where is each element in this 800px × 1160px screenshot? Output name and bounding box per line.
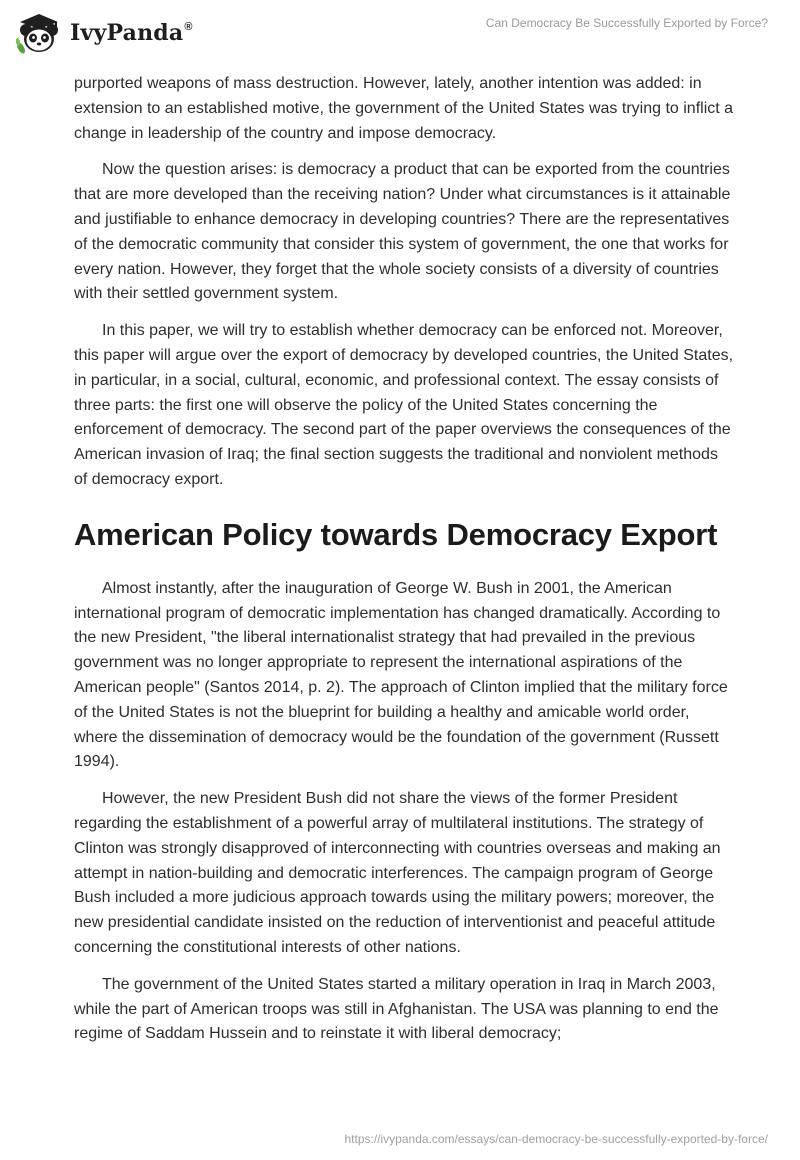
page-header xyxy=(0,0,800,64)
article-body xyxy=(74,72,734,1059)
section-heading: American Policy towards Democracy Export xyxy=(74,516,718,552)
paragraph: Almost instantly, after the inauguration of George W. Bush in 2001, the American international program of democratic implementation has changed dramatically. According to the new President, "the liberal internationalist strategy that had prevailed in the previous government was no longer appropriate to represent the international aspirations of the American people" (Santos 2014, p. 2). The approach of Clinton implied that the military force of the United States is not the blueprint for building a healthy and amicable world order, where the dissemination of democracy would be the foundation of the government (Russett 1994). xyxy=(74,579,728,771)
source-url[interactable]: https://ivypanda.com/essays/can-democracy-be-successfully-exported-by-force/ xyxy=(344,1132,768,1146)
brand-name: IvyPanda® xyxy=(70,20,193,46)
document-title: Can Democracy Be Successfully Exported by Force? xyxy=(485,16,768,30)
paragraph: In this paper, we will try to establish whether democracy can be enforced not. Moreover, this paper will argue over the export of democracy by developed countries, the United States, in particular, in a social, cultural, economic, and professional context. The essay consists of three parts: the first one will observe the policy of the United States concerning the enforcement of democracy. The second part of the paper overviews the consequences of the American invasion of Iraq; the final section suggests the traditional and nonviolent methods of democracy export. xyxy=(74,322,734,488)
registered-mark: ® xyxy=(184,21,193,33)
paragraph: Now the question arises: is democracy a product that can be exported from the countries that are more developed than the receiving nation? Under what circumstances is it attainable and justifiable to enhance democracy in developing countries? There are the representatives of the democratic community that consider this system of government, the one that works for every nation. However, they forget that the whole society consists of a diversity of countries with their settled government system. xyxy=(74,161,731,303)
ivypanda-logo[interactable] xyxy=(14,8,193,58)
paragraph: purported weapons of mass destruction. However, lately, another intention was added: in extension to an established motive, the government of the United States was trying to inflict a change in leadership of the country and impose democracy. xyxy=(74,75,734,142)
panda-graduate-icon xyxy=(14,8,64,58)
paragraph: However, the new President Bush did not share the views of the former President regarding the establishment of a powerful array of multilateral institutions. The strategy of Clinton was strongly disapproved of interconnecting with countries overseas and making an attempt in nation-building and democratic interferences. The campaign program of George Bush included a more judicious approach towards using the military powers; moreover, the new presidential candidate insisted on the reduction of interventionist and peaceful attitude concerning the constitutional interests of other nations. xyxy=(74,790,721,956)
paragraph: The government of the United States started a military operation in Iraq in March 2003, while the part of American troops was still in Afghanistan. The USA was planning to end the regime of Saddam Hussein and to reinstate it with liberal democracy; xyxy=(74,975,719,1043)
